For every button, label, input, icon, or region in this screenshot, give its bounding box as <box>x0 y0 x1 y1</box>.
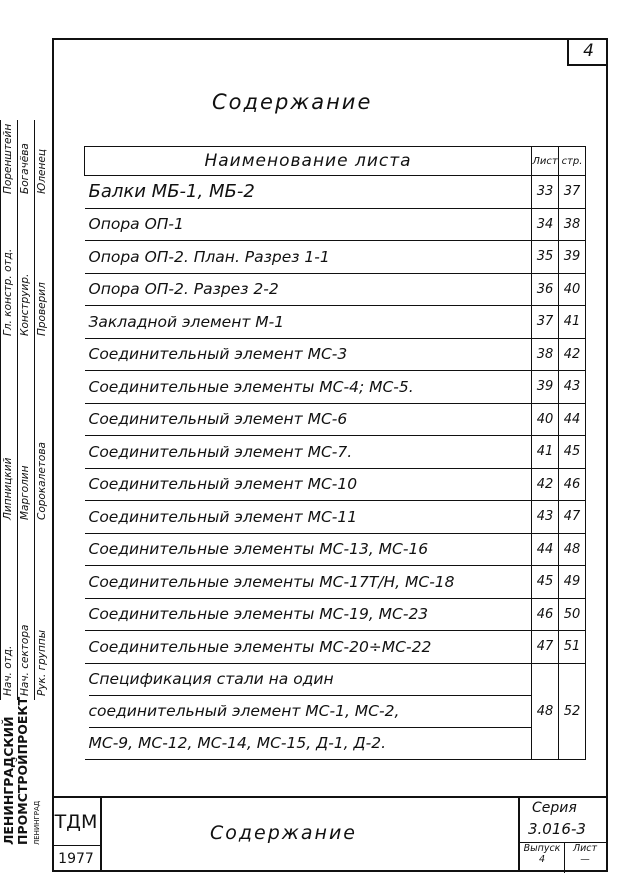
title-block-series <box>518 798 606 872</box>
sheet-name-cell: Закладной элемент М-1 <box>85 306 532 339</box>
sheet-name-cell: Соединительный элемент МС-10 <box>85 468 532 501</box>
sheet-name-cell: Балки МБ-1, МБ-2 <box>85 176 532 209</box>
sheet-list-cell: 47 <box>532 631 559 664</box>
stamp-role: Нач. отд. <box>2 645 14 696</box>
table-row <box>85 371 586 404</box>
sheet-name-cell: Опора ОП-2. Разрез 2-2 <box>85 273 532 306</box>
header-page: стр. <box>559 147 586 176</box>
sheet-page-cell: 47 <box>559 501 586 534</box>
table-row <box>85 501 586 534</box>
sheet-list-cell: 44 <box>532 533 559 566</box>
series-value: 3.016-3 <box>528 820 586 838</box>
sheet-page-cell: 51 <box>559 631 586 664</box>
sheet-list-cell: 34 <box>532 208 559 241</box>
table-row <box>85 663 586 759</box>
stamp-name: Липницкий <box>2 457 14 520</box>
issue-value: 4 <box>538 854 546 865</box>
sheet-list-cell: 37 <box>532 306 559 339</box>
table-row <box>85 338 586 371</box>
contents-body <box>85 176 586 760</box>
sheet-page-cell: 42 <box>559 338 586 371</box>
sheet-page-cell: 46 <box>559 468 586 501</box>
table-row <box>85 566 586 599</box>
header-list: Лист <box>532 147 559 176</box>
sheet-list-cell: 38 <box>532 338 559 371</box>
sheet-name-line: Спецификация стали на один <box>89 664 532 696</box>
sheet-cell <box>564 843 606 873</box>
sheet-name-cell: Опора ОП-2. План. Разрез 1-1 <box>85 241 532 274</box>
sheet-page-cell: 48 <box>559 533 586 566</box>
sheet-list-cell: 43 <box>532 501 559 534</box>
sheet-list-cell: 41 <box>532 436 559 469</box>
stamp-role: Конструир. <box>19 273 31 336</box>
org-city: ЛЕНИНГРАД <box>33 800 41 845</box>
header-name: Наименование листа <box>85 147 532 176</box>
title-block <box>52 796 608 872</box>
table-row <box>85 403 586 436</box>
sheet-list-cell: 40 <box>532 403 559 436</box>
organization-name <box>2 697 44 845</box>
title-block-title: Содержание <box>210 822 357 844</box>
sheet-page-cell: 39 <box>559 241 586 274</box>
sheet-page-cell: 43 <box>559 371 586 404</box>
sheet-list-cell: 39 <box>532 371 559 404</box>
org-line-1: ЛЕНИНГРАДСКИЙ <box>1 716 16 845</box>
table-row <box>85 631 586 664</box>
sheet-name-cell: Соединительный элемент МС-11 <box>85 501 532 534</box>
title-block-bottom <box>520 842 606 873</box>
sheet-name-line: соединительный элемент МС-1, МС-2, <box>89 696 532 728</box>
table-row <box>85 273 586 306</box>
series-label: Серия <box>532 800 577 816</box>
sheet-name-cell: Соединительный элемент МС-3 <box>85 338 532 371</box>
sheet-page-cell: 37 <box>559 176 586 209</box>
sheet-list-cell: 45 <box>532 566 559 599</box>
stamp-name: Поренштейн <box>2 123 14 194</box>
stamp-role: Нач. сектора <box>19 624 31 696</box>
table-row <box>85 598 586 631</box>
sheet-page-cell: 45 <box>559 436 586 469</box>
sheet-name-cell: Соединительные элементы МС-13, МС-16 <box>85 533 532 566</box>
sheet-name-cell: Соединительные элементы МС-19, МС-23 <box>85 598 532 631</box>
issue-label: Выпуск <box>523 843 561 854</box>
table-row <box>85 208 586 241</box>
table-header-row <box>85 147 586 176</box>
sheet-list-cell: 42 <box>532 468 559 501</box>
approval-stamp <box>0 120 52 700</box>
page-title: Содержание <box>212 90 373 114</box>
sheet-name-cell: Соединительный элемент МС-7. <box>85 436 532 469</box>
sheet-name-cell: Соединительные элементы МС-17Т/Н, МС-18 <box>85 566 532 599</box>
sheet-name-cell <box>85 663 532 759</box>
sheet-page-cell: 38 <box>559 208 586 241</box>
table-row <box>85 436 586 469</box>
table-row <box>85 176 586 209</box>
sheet-page-cell: 50 <box>559 598 586 631</box>
table-row <box>85 533 586 566</box>
sheet-name-cell: Соединительный элемент МС-6 <box>85 403 532 436</box>
sheet-list-cell: 35 <box>532 241 559 274</box>
sheet-value: — <box>580 854 590 865</box>
title-block-year: 1977 <box>52 846 102 872</box>
sheet-name-cell: Соединительные элементы МС-4; МС-5. <box>85 371 532 404</box>
sheet-list-cell: 48 <box>532 663 559 759</box>
sheet-page-cell: 52 <box>559 663 586 759</box>
sheet-list-cell: 36 <box>532 273 559 306</box>
stamp-name: Богачёва <box>19 143 31 194</box>
title-block-code: ТДМ <box>52 798 102 846</box>
stamp-role: Рук. группы <box>36 630 48 696</box>
table-row <box>85 306 586 339</box>
sheet-page-cell: 49 <box>559 566 586 599</box>
contents-table <box>84 146 586 760</box>
sheet-number: 4 <box>567 38 608 66</box>
stamp-name: Юленец <box>36 149 48 194</box>
sheet-list-cell: 46 <box>532 598 559 631</box>
stamp-name: Сорокалетова <box>36 442 48 520</box>
table-row <box>85 468 586 501</box>
stamp-role: Проверил <box>36 282 48 336</box>
sheet-page-cell: 40 <box>559 273 586 306</box>
stamp-role: Гл. констр. отд. <box>2 248 14 336</box>
sheet-label: Лист <box>572 843 598 854</box>
sheet-page-cell: 44 <box>559 403 586 436</box>
sheet-page-cell: 41 <box>559 306 586 339</box>
org-line-2: ПРОМСТРОЙПРОЕКТ <box>15 696 30 845</box>
sheet-name-cell: Соединительные элементы МС-20÷МС-22 <box>85 631 532 664</box>
issue-cell <box>520 843 565 873</box>
sheet-list-cell: 33 <box>532 176 559 209</box>
sheet-name-cell: Опора ОП-1 <box>85 208 532 241</box>
stamp-name: Марголин <box>19 465 31 520</box>
table-row <box>85 241 586 274</box>
sheet-name-line: МС-9, МС-12, МС-14, МС-15, Д-1, Д-2. <box>88 733 387 752</box>
